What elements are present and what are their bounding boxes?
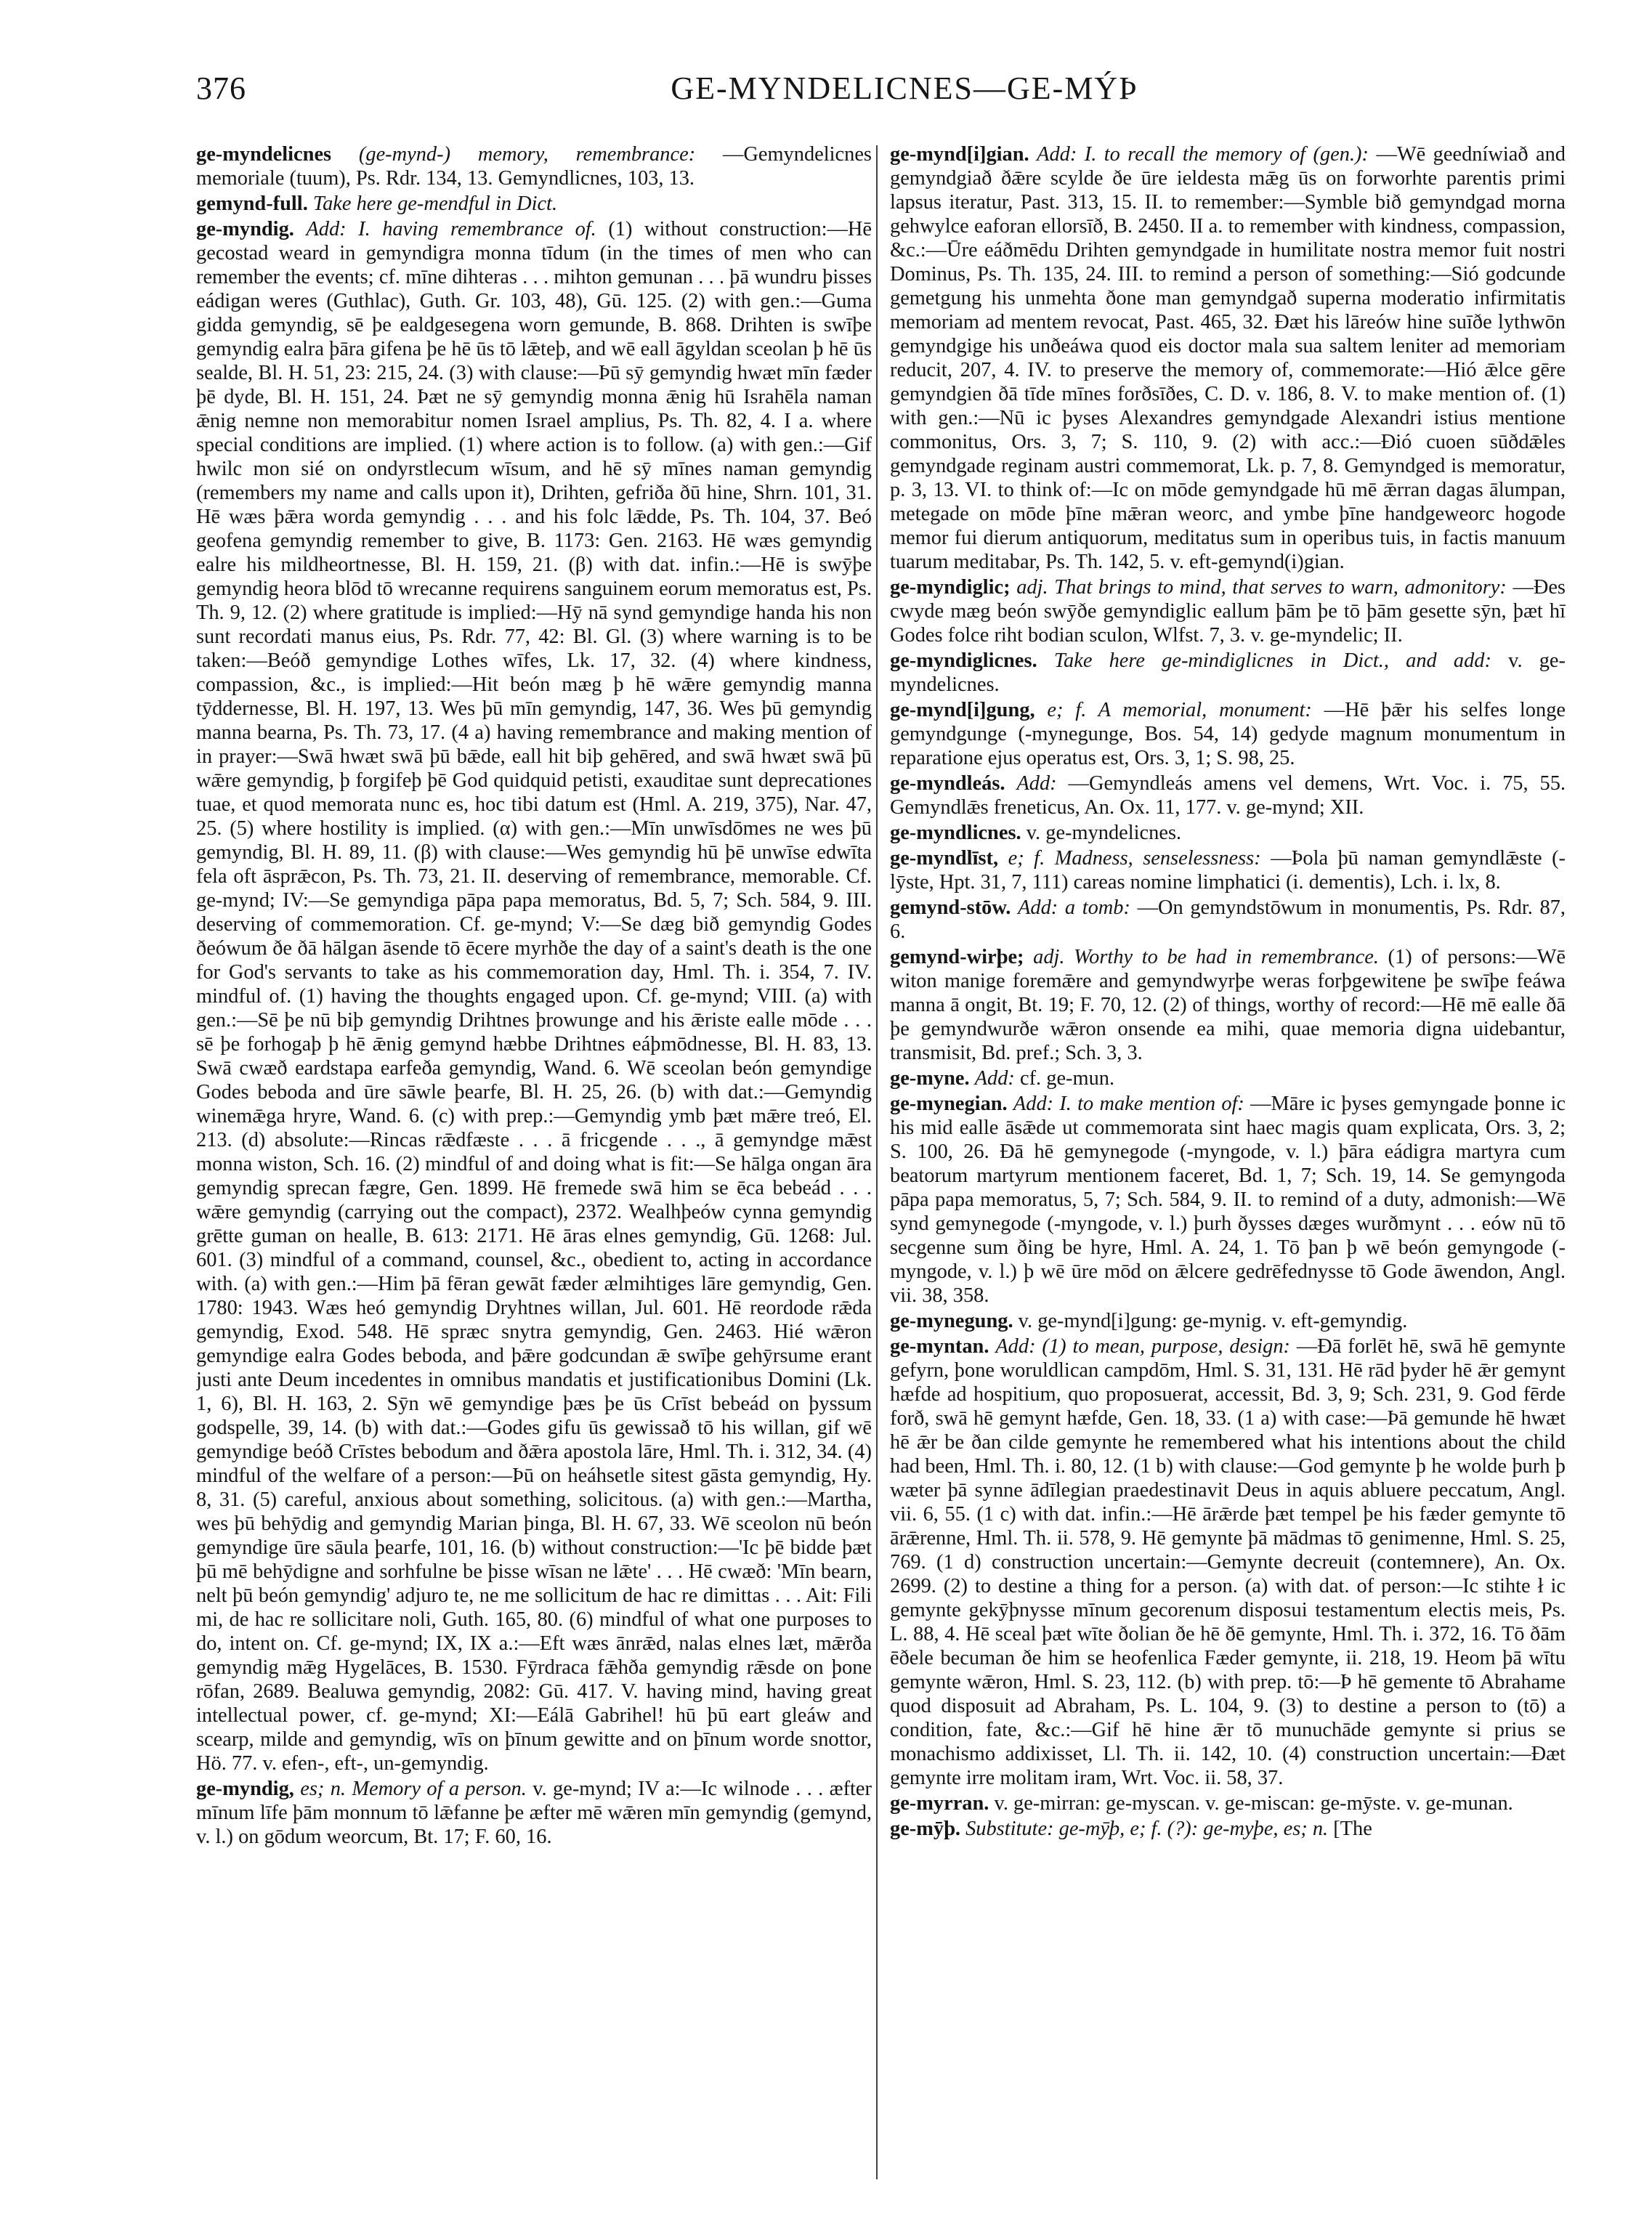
dictionary-entry bbox=[890, 896, 1566, 944]
entry-headword: gemynd-stōw. bbox=[890, 896, 1011, 919]
entry-gloss: Add: bbox=[974, 1067, 1015, 1090]
entry-headword: ge-mynd[i]gung, bbox=[890, 699, 1035, 721]
dictionary-entry bbox=[890, 142, 1566, 574]
dictionary-entry bbox=[890, 1309, 1566, 1333]
dictionary-entry bbox=[890, 945, 1566, 1065]
right-column bbox=[890, 142, 1566, 2191]
entry-gloss: Add: a tomb: bbox=[1018, 896, 1130, 919]
dictionary-entry bbox=[890, 771, 1566, 819]
entry-gloss: adj. That brings to mind, that serves to warn, admonitory: bbox=[1016, 576, 1507, 599]
entry-headword: ge-myndig. bbox=[196, 218, 294, 240]
running-head: GE-MYNDELICNES—GE-MÝÞ bbox=[671, 70, 1138, 106]
entry-gloss: adj. Worthy to be had in remembrance. bbox=[1033, 946, 1379, 968]
entry-gloss: Take here ge-mindiglicnes in Dict., and add: bbox=[1053, 649, 1491, 672]
entry-gloss: Add: I. to make mention of: bbox=[1013, 1093, 1244, 1115]
page-header bbox=[196, 70, 1613, 121]
entry-headword: gemynd-full. bbox=[196, 193, 308, 215]
entry-headword: ge-myndelicnes bbox=[196, 143, 332, 166]
entry-headword: ge-myndig, bbox=[196, 1778, 294, 1800]
entry-headword: ge-myndiglicnes. bbox=[890, 649, 1037, 672]
entry-headword: gemynd-wirþe; bbox=[890, 946, 1024, 968]
entry-gloss: es; n. Memory of a person. bbox=[300, 1778, 527, 1800]
dictionary-entry bbox=[196, 217, 872, 1775]
dictionary-entry bbox=[196, 192, 872, 216]
dictionary-entry bbox=[890, 575, 1566, 647]
entry-headword: ge-myndlicnes. bbox=[890, 822, 1021, 844]
entry-headword: ge-myne. bbox=[890, 1067, 970, 1090]
entry-body: —Hē þǣr his selfes longe gemyndgunge (-mynegunge, Bos. 54, 14) gedyde magnum monumentum in reparatione ejus operatus est, Ors. 3, 1; S. 98, 25. bbox=[890, 699, 1566, 769]
entry-body: (1) without construction:—Hē gecostad weard in gemyndigra monna tīdum (in the times of men who can remember the events; cf. mīne dihteras . . . mihton gemunan . . . þā wundru þisses eádigan weres (Guthlac), Guth. Gr. 103, 48), Gū. 125. (2) with gen.:—Guma gidda gemyndig, sē þe ealdgesegena worn gemunde, B. 868. Drihten is swīþe gemyndig ealra þāra gifena þe hē ūs tō lǣteþ, and wē eall āgyldan sceolan þ hē ūs sealde, Bl. H. 51, 23: 215, 24. (3) with clause:—Þū sȳ gemyndig hwæt mīn fæder þē dyde, Bl. H. 151, 24. Þæt ne sȳ gemyndig monna ǣnig hū Israhēla naman ǣnig nemne non memorabitur nomen Israel amplius, Ps. Th. 82, 4. I a. where special conditions are implied. (1) where action is to follow. (a) with gen.:—Gif hwilc mon sié on ondyrstlecum wīsum, and hē sȳ mīnes naman gemyndig (remembers my name and calls upon it), Drihten, gefriða ðū hine, Shrn. 101, 31. Hē wæs þǣra worda gemyndig . . . and his folc lǣdde, Ps. Th. 104, 37. Beó geofena gemyndig remember to give, B. 1173: Gen. 2163. Hē wæs gemyndig ealre his mildheortnesse, Bl. H. 159, 21. (β) with dat. infin.:—Hē is swȳþe gemyndig heora blōd tō wrecanne requirens sanguinem eorum memoratus est, Ps. Th. 9, 12. (2) where gratitude is implied:—Hȳ nā synd gemyndige handa his non sunt recordati manus eius, Ps. Rdr. 77, 42: Bl. Gl. (3) where warning is to be taken:—Beóð gemyndige Lothes wīfes, Lk. 17, 32. (4) where kindness, compassion, &c., is implied:—Hit beón mæg þ hē wǣre gemyndig manna tȳddernesse, Bl. H. 197, 13. Wes þū mīn gemyndig, 147, 36. Wes þū gemyndig manna bearna, Ps. Th. 73, 17. (4 a) having remembrance and making mention of in prayer:—Swā hwæt swā þū bǣde, eall hit biþ gehēred, and swā hwæt swā þū wǣre gemyndig, þ forgifeþ þē God quidquid petisti, exauditae sunt deprecationes tuae, et quod memorata nunc es, hoc tibi datum est (Hml. A. 219, 375), Nar. 47, 25. (5) where hostility is implied. (α) with gen.:—Mīn unwīsdōmes ne wes þū gemyndig, Bl. H. 89, 11. (β) with clause:—Wes gemyndig hū þē unwīse edwīta fela oft āsprǣcon, Ps. Th. 73, 21. II. deserving of remembrance, memorable. Cf. ge-mynd; IV:—Se gemyndiga pāpa papa memoratus, Bd. 5, 7; Sch. 584, 9. III. deserving of commemoration. Cf. ge-mynd; V:—Se dæg bið gemyndig Godes ðeówum ðe ðā hālgan āsende tō ēcere myrhðe the day of a saint's death is the one for God's servants to take as his commemoration day, Hml. Th. i. 354, 7. IV. mindful of. (1) having the thoughts engaged upon. Cf. ge-mynd; VIII. (a) with gen.:—Sē þe nū biþ gemyndig Drihtnes þrowunge and his ǣriste ealle mōde . . . sē þe forhogaþ þ hē ǣnig gemynd hæbbe Drihtnes eáþmōdnesse, Bl. H. 83, 13. Swā cwæð eardstapa earfeða gemyndig, Wand. 6. Wē sceolan beón gemyndige Godes beboda and ūre sāwle þearfe, Bl. H. 25, 26. (b) with dat.:—Gemyndig winemǣga hryre, Wand. 6. (c) with prep.:—Gemyndig ymb þæt mǣre treó, El. 213. (d) absolute:—Rincas rǣdfæste . . . ā fricgende . . ., ā gemyndge mǣst monna wiston, Sch. 16. (2) mindful of and doing what is fit:—Se hālga ongan āra gemyndig sprecan fægre, Gen. 1899. Hē fremede swā him se ēca bebeád . . . wǣre gemyndig (carrying out the compact), 2372. Wealhþeów cynna gemyndig grētte guman on healle, B. 613: 2171. Hē āras elnes gemyndig, Gū. 1268: Jul. 601. (3) mindful of a command, counsel, &c., obedient to, acting in accordance with. (a) with gen.:—Him þā fēran gewāt fæder ælmihtiges lāre gemyndig, Gen. 1780: 1943. Wæs heó gemyndig Dryhtnes willan, Jul. 601. Hē reordode rǣda gemyndig, Exod. 548. Hē spræc snytra gemyndig, Gen. 2463. Hié wǣron gemyndige ealra Godes beboda, and þǣre godcundan ǣ swīþe gehȳrsume erant justi ante Deum incedentes in omnibus mandatis et justificationibus Domini (Lk. 1, 6), Bl. H. 163, 2. Sȳn wē gemyndige þæs þe ūs Crīst bebeád on þyssum godspelle, 39, 14. (b) with dat.:—Godes gifu ūs gewissað tō his willan, gif wē gemyndige beóð Crīstes bebodum and ðǣra apostola lāre, Hml. Th. i. 312, 34. (4) mindful of the welfare of a person:—Þū on heáhsetle sitest gāsta gemyndig, Hy. 8, 31. (5) careful, anxious about something, solicitous. (a) with gen.:—Martha, wes þū behȳdig and gemyndig Marian þinga, Bl. H. 67, 33. Wē sceolon nū beón gemyndige ūre sāula þearfe, 101, 16. (b) without construction:—'Ic þē bidde þæt þū mē behȳdigne and sorhfulne be þisse wīsan ne lǣte' . . . Hē cwæð: 'Mīn bearn, nelt þū beón gemyndig' adjuro te, ne me sollicitum de hac re dimittas . . . Ait: Fili mi, de hac re sollicitare noli, Guth. 165, 80. (6) mindful of what one purposes to do, intent on. Cf. ge-mynd; IX, IX a.:—Eft wæs ānrǣd, nalas elnes læt, mǣrða gemyndig mǣg Hygelāces, B. 1530. Fȳrdraca fǣhða gemyndig rǣsde on þone rōfan, 2689. Bealuwa gemyndig, 2082: Gū. 417. V. having mind, having great intellectual power, cf. ge-mynd; XI:—Eálā Gabrihel! hū þū eart gleáw and scearp, milde and gemyndig, wīs on þīnum gewitte and on þīnum worde snottor, Hö. 77. v. efen-, eft-, un-gemyndig. bbox=[196, 218, 872, 1775]
entry-body: v. ge-myndelicnes. bbox=[890, 649, 1566, 696]
left-column bbox=[196, 142, 872, 2191]
entry-body: —Wē geedníwiað and gemyndgiað ðǣre scylde ðe ūre ieldesta mǣg ūs on forworhte parentis primi lapsus iteratur, Past. 313, 15. II. to remember:—Symble bið gemyndgad morna gehwylce eaforan ellorsīð, B. 2450. II a. to remember with kindness, compassion, &c.:—Ūre eáðmēdu Drihten gemyndgade in humilitate nostra memor fuit nostri Dominus, Ps. Th. 135, 24. III. to remind a person of something:—Sió godcunde gemetgung his unmehta ðone man gemyndgað superna moderatio infirmitatis memoriam ad mentem revocat, Past. 465, 32. Ðæt his lāreów hine suīðe lythwōn gemyndgige his unðeáwa quod eis doctor mala sua saltem leniter ad memoriam reducit, 207, 4. IV. to preserve the memory of, commemorate:—Hió ǣlce gēre gemyndgien ðā tīde mīnes forðsīðes, C. D. v. 186, 8. V. to make mention of. (1) with gen.:—Nū ic þyses Alexandres gemyndgade Alexandri istius mentione commonitus, Ors. 3, 7; S. 110, 9. (2) with acc.:—Ðió cuoen sūðdǣles gemyndgade reginam austri commemorat, Lk. p. 7, 8. Gemyndged is memoratur, p. 3, 13. VI. to think of:—Ic on mōde gemyndgade hū mē ǣrran dagas ālumpan, metegade on mōde þīne mǣran weorc, and ymbe þīne handgeweorc hogode memor fui dierum antiquorum, meditatus sum in operibus tuis, in factis manuum tuarum meditabar, Ps. Th. 142, 5. v. eft-gemynd(i)gian. bbox=[890, 143, 1566, 573]
dictionary-entry bbox=[890, 649, 1566, 697]
entry-body: —Ðes cwyde mæg beón swȳðe gemyndiglic eallum þām þe tō þām gesette sȳn, þæt hī Godes folce riht bodian sculon, Wlfst. 7, 3. v. ge-myndelic; II. bbox=[890, 576, 1566, 647]
entry-headword: ge-myndlīst, bbox=[890, 847, 999, 870]
dictionary-entry bbox=[890, 846, 1566, 894]
entry-headword: ge-mynegian. bbox=[890, 1093, 1008, 1115]
entry-body: —Gemyndelicnes memoriale (tuum), Ps. Rdr. 134, 13. Gemyndlicnes, 103, 13. bbox=[196, 143, 872, 190]
entry-gloss: Add: I. to recall the memory of (gen.): bbox=[1037, 143, 1369, 166]
entry-headword: ge-myntan. bbox=[890, 1335, 989, 1358]
dictionary-entry bbox=[890, 1092, 1566, 1308]
entry-gloss: e; f. A memorial, monument: bbox=[1047, 699, 1312, 721]
entry-body: —Ðā forlēt hē, swā hē gemynte gefyrn, þone woruldlican campdōm, Hml. S. 31, 131. Hē rād þyder hē ǣr gemynt hæfde ad hospitium, quo proposuerat, accessit, Bd. 3, 9; Sch. 231, 9. God fērde forð, swā hē gemynt hæfde, Gen. 18, 33. (1 a) with case:—Þā gemunde hē hwæt hē ǣr be ðan cilde gemynte he remembered what his intentions about the child had been, Hml. Th. i. 80, 12. (1 b) with clause:—God gemynte þ he wolde þurh þ wæter þā synne ādīlegian praedestinavit Deus in aquis abluere peccatum, Angl. vii. 6, 55. (1 c) with dat. infin.:—Hē ārǣrde þæt tempel þe his fæder gemynte tō ārǣrenne, Hml. Th. ii. 578, 9. Hē gemynte þā mādmas tō genimenne, Hml. S. 25, 769. (1 d) construction uncertain:—Gemynte decreuit (contemnere), An. Ox. 2699. (2) to destine a thing for a person. (a) with dat. of person:—Ic stihte ł ic gemynte gekȳþnysse mīnum gecorenum disposui testamentum electis meis, Ps. L. 88, 4. Hē sceal þæt wīte ðolian ðe hē ðē gemynte, Hml. Th. i. 372, 16. Tō ðām ēðele becuman ðe him se heofenlica Fæder gemynte, ii. 218, 19. Heom þā wītu gemynte wǣron, Hml. S. 23, 112. (b) with prep. tō:—Þ hē gemente tō Abrahame quod disposuit ad Abraham, Ps. L. 104, 9. (3) to destine a person to (tō) a condition, fate, &c.:—Gif hē hine ǣr tō munuchāde gemynte si prius se monachismo addixisset, Ll. Th. ii. 142, 10. (4) construction uncertain:—Ðæt gemynte irre molitam iram, Wrt. Voc. ii. 58, 37. bbox=[890, 1335, 1566, 1789]
dictionary-entry bbox=[890, 821, 1566, 845]
entry-headword: ge-mynd[i]gian. bbox=[890, 143, 1029, 166]
dictionary-entry bbox=[890, 1334, 1566, 1790]
entry-gloss: Add: bbox=[1016, 772, 1057, 795]
entry-headword: ge-myndiglic; bbox=[890, 576, 1011, 599]
entry-body: v. ge-mynd; IV a:—Ic wilnode . . . æfter mīnum līfe þām monnum tō lǣfanne þe æfter mē wǣren mīn gemyndig (gemynd, v. l.) on gōdum weorcum, Bt. 17; F. 60, 16. bbox=[196, 1778, 872, 1848]
entry-body: v. ge-mirran: ge-myscan. v. ge-miscan: ge-mȳste. v. ge-munan. bbox=[994, 1792, 1513, 1815]
page-number: 376 bbox=[196, 70, 246, 106]
entry-headword: ge-myndleás. bbox=[890, 772, 1005, 795]
entry-gloss: (ge-mynd-) memory, remembrance: bbox=[358, 143, 696, 166]
entry-body: —Gemyndleás amens vel demens, Wrt. Voc. i. 75, 55. Gemyndlǣs freneticus, An. Ox. 11, 177. v. ge-mynd; XII. bbox=[890, 772, 1566, 819]
entry-headword: ge-mȳþ. bbox=[890, 1818, 960, 1840]
column-divider bbox=[876, 145, 878, 2179]
entry-body: —On gemyndstōwum in monumentis, Ps. Rdr. 87, 6. bbox=[890, 896, 1566, 943]
entry-body: [The bbox=[1333, 1818, 1372, 1840]
entry-body: v. ge-mynd[i]gung: ge-mynig. v. eft-gemyndig. bbox=[1018, 1310, 1408, 1332]
entry-gloss: Add: I. having remembrance of. bbox=[306, 218, 596, 240]
dictionary-entry bbox=[196, 1777, 872, 1849]
entry-body: —Māre ic þyses gemyngade þonne ic his mid ealle āsǣde ut commemorata sint haec magis quam explicata, Ors. 3, 2; S. 100, 26. Ðā hē gemynegode (-myngode, v. l.) þāra eádigra martyra cum beatorum martyrum mentionem faceret, Bd. 1, 7; Sch. 19, 14. Se gemyngoda pāpa papa memoratus, 5, 7; Sch. 584, 9. II. to remind of a duty, admonish:—Wē synd gemynegode (-myngode, v. l.) þurh ðysses dæges wurðmynt . . . eów nū tō secgenne sum ðing be hyre, Hml. A. 24, 1. Tō þan þ wē beón gemyngode (-myngode, v. l.) þ wē ūre mōd on ǣlcere gedrēfednysse tō Gode āwendon, Angl. vii. 38, 358. bbox=[890, 1093, 1566, 1307]
entry-body: —Þola þū naman gemyndlǣste (-lȳste, Hpt. 31, 7, 111) careas nomine limphatici (i. dementis), Lch. i. lx, 8. bbox=[890, 847, 1566, 894]
dictionary-entry bbox=[890, 1791, 1566, 1815]
entry-body: (1) of persons:—Wē witon manige foremǣre and gemyndwyrþe weras forþgewitene þe swīþe feáwa manna ā ongit, Bt. 19; F. 70, 12. (2) of things, worthy of record:—Hē mē ealle ðā þe gemyndwurðe wǣron onsende ea mihi, quae memoria digna uidebantur, transmisit, Bd. pref.; Sch. 3, 3. bbox=[890, 946, 1566, 1064]
entry-gloss: Take here ge-mendful in Dict. bbox=[312, 193, 558, 215]
dictionary-entry bbox=[890, 1817, 1566, 1841]
entry-gloss: e; f. Madness, senselessness: bbox=[1008, 847, 1261, 870]
entry-body: cf. ge-mun. bbox=[1020, 1067, 1115, 1090]
entry-headword: ge-myrran. bbox=[890, 1792, 989, 1815]
dictionary-entry bbox=[196, 142, 872, 190]
entry-gloss: Add: (1) to mean, purpose, design: bbox=[995, 1335, 1290, 1358]
dictionary-entry bbox=[890, 698, 1566, 770]
entry-gloss: Substitute: ge-mȳþ, e; f. (?): ge-myþe, es; n. bbox=[965, 1818, 1329, 1840]
dictionary-entry bbox=[890, 1066, 1566, 1090]
entry-body: v. ge-myndelicnes. bbox=[1026, 822, 1182, 844]
entry-headword: ge-mynegung. bbox=[890, 1310, 1013, 1332]
